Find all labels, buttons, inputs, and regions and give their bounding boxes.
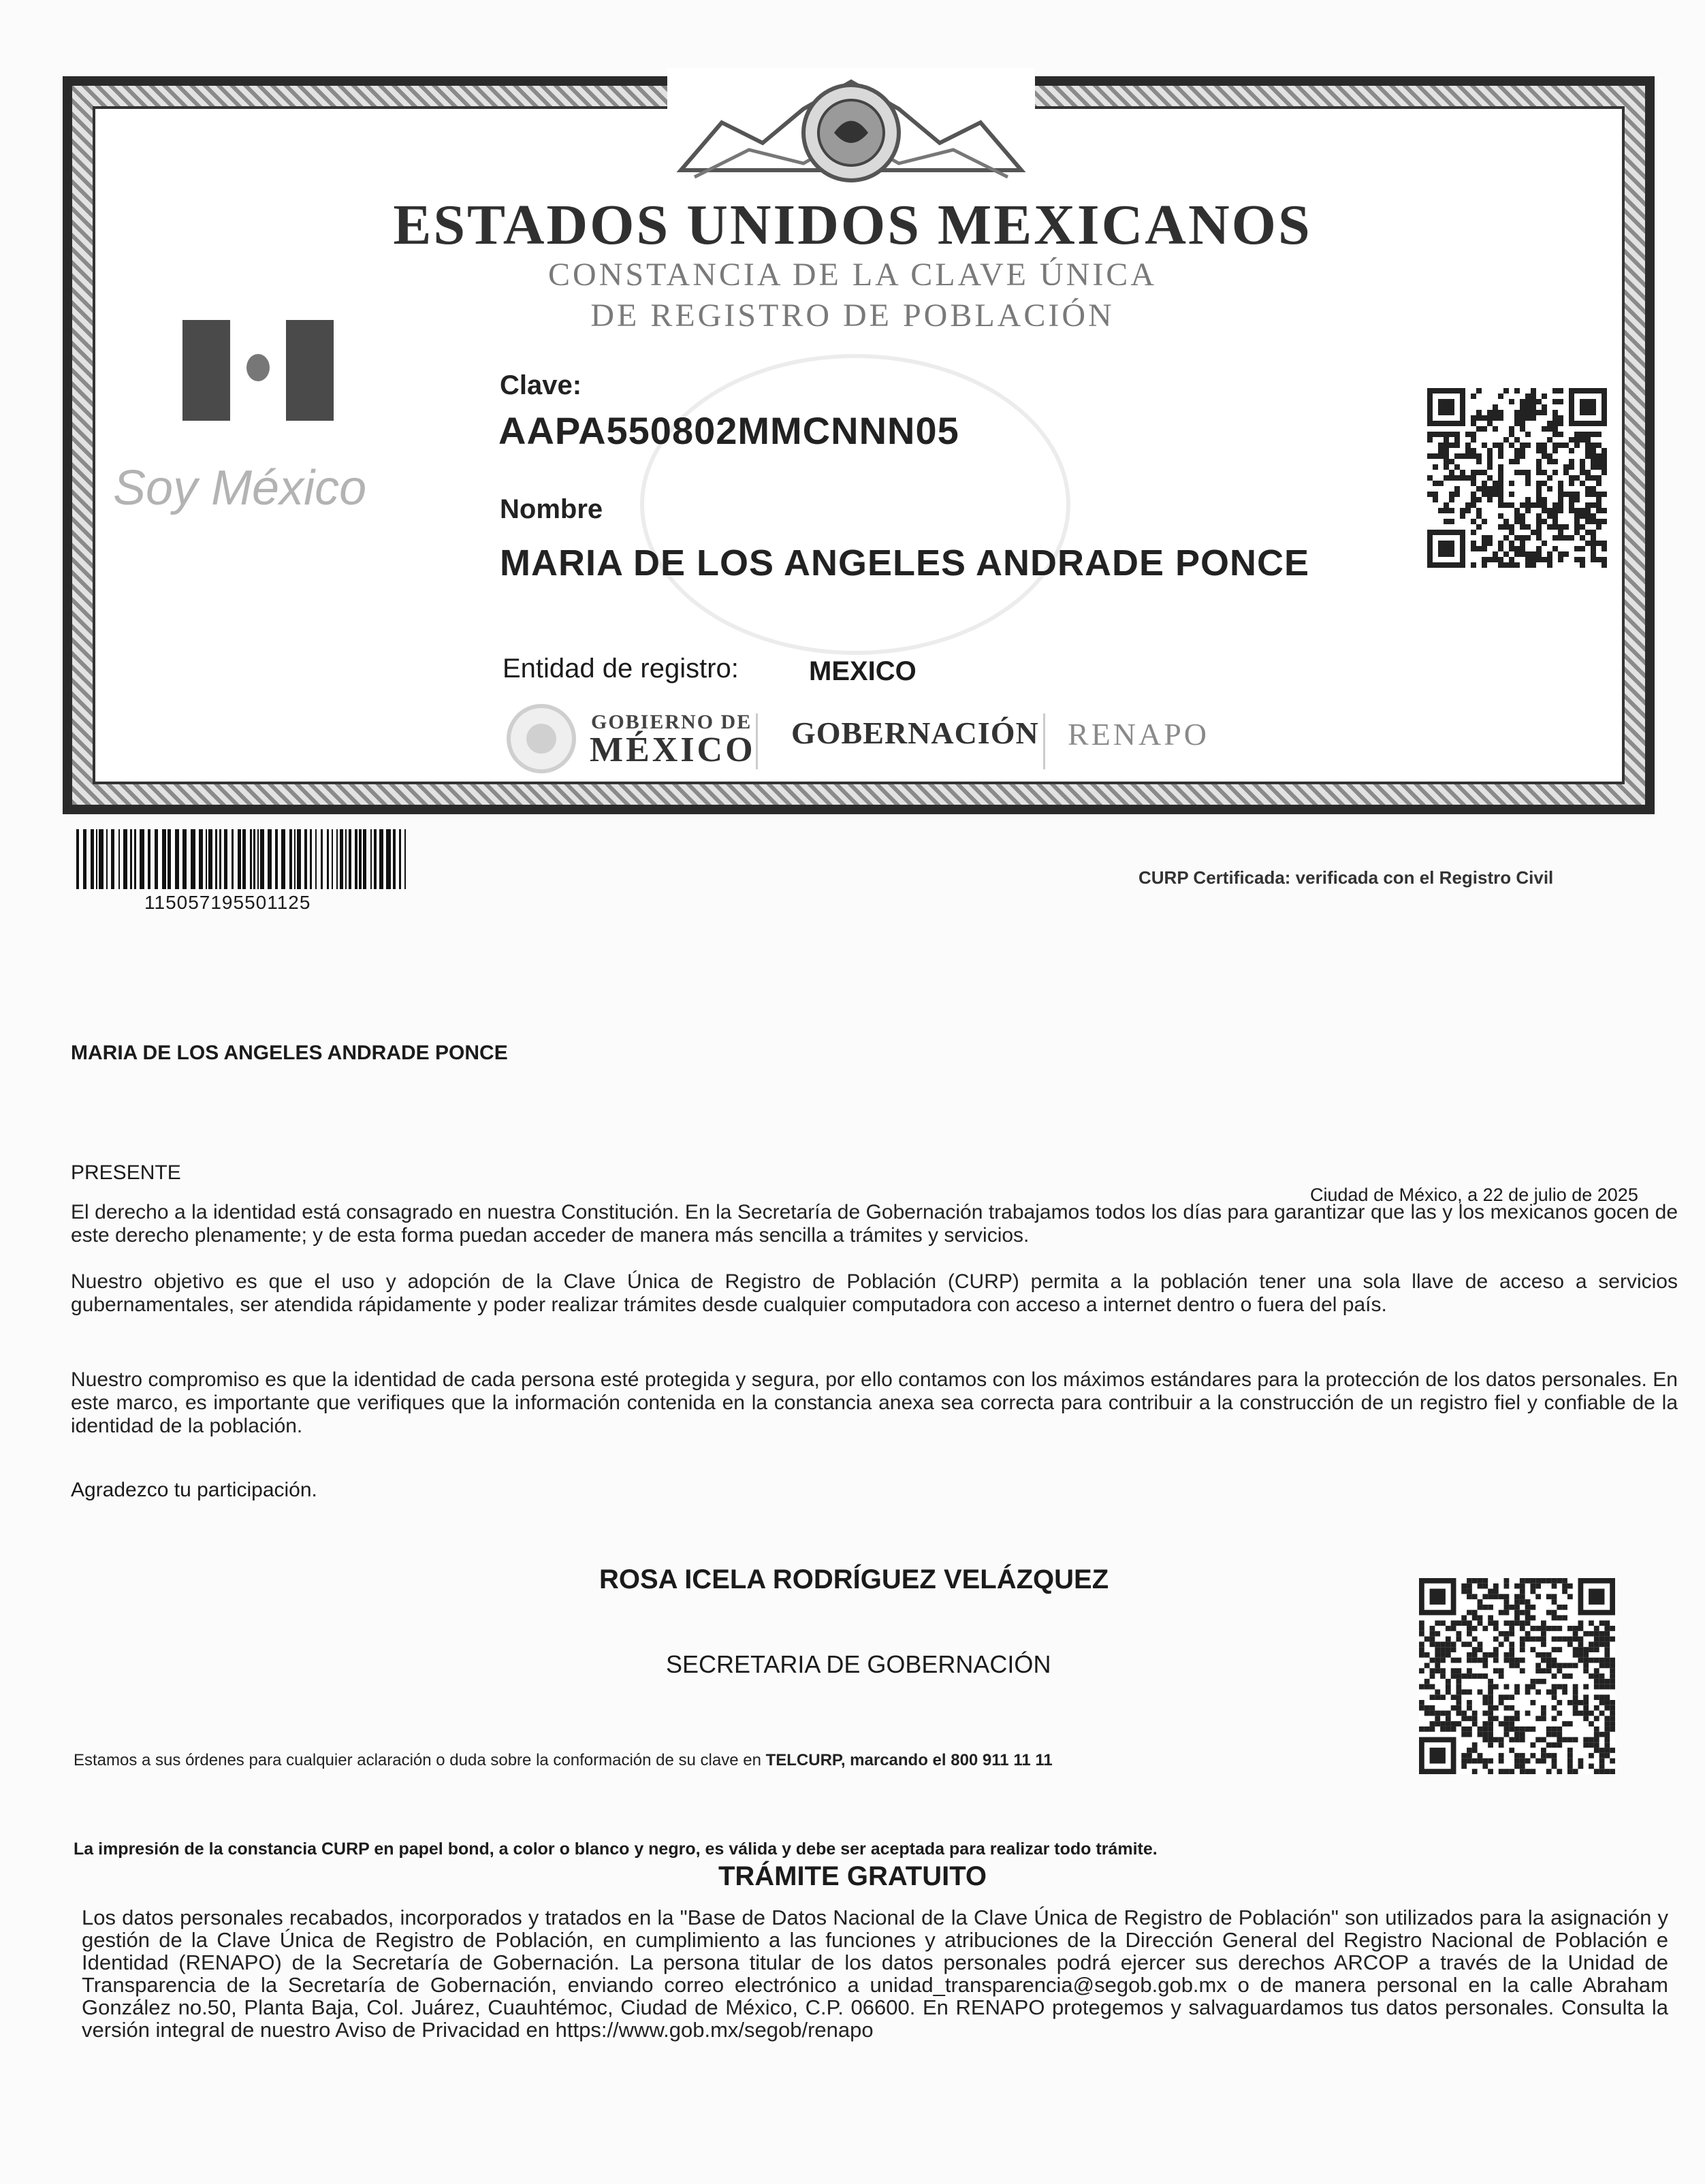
thanks-line: Agradezco tu participación. xyxy=(71,1479,317,1501)
telcurp-note: Estamos a sus órdenes para cualquier aclaración o duda sobre la conformación de su clave en TELCURP, marcando el 800 911 11 11 xyxy=(74,1751,1053,1769)
qr-code-letter xyxy=(1419,1578,1615,1774)
letter-paragraph-2: Nuestro objetivo es que el uso y adopción de la Clave Única de Registro de Población (CURP) permita a la población tener una sola llave de acceso a servicios gubernamentales, ser atendida rápidamente y poder realizar trámites desde cualquier computadora con acceso a internet dentro o fuera del país. xyxy=(71,1270,1678,1316)
entidad-label: Entidad de registro: xyxy=(503,654,739,684)
qr-code-certificate xyxy=(1427,388,1607,568)
logo-gobierno-line2: MÉXICO xyxy=(590,730,756,769)
logo-renapo: RENAPO xyxy=(1068,717,1210,752)
signer-name: ROSA ICELA RODRÍGUEZ VELÁZQUEZ xyxy=(599,1564,1109,1594)
nombre-value: MARIA DE LOS ANGELES ANDRADE PONCE xyxy=(500,543,1310,583)
certified-note: CURP Certificada: verificada con el Registro Civil xyxy=(1138,867,1554,888)
barcode xyxy=(76,829,406,889)
certificate-title: ESTADOS UNIDOS MEXICANOS xyxy=(393,193,1312,257)
logo-gobernacion: GOBERNACIÓN xyxy=(791,716,1039,750)
privacy-notice: Los datos personales recabados, incorporados y tratados en la "Base de Datos Nacional de la Clave Única de Registro de Población" son utilizados para la asignación y gestión de la Clave Única de Registro de Población, en cumplimiento a las funciones y atribuciones de la Dirección General del Registro Nacional de Población e Identidad (RENAPO) de la Secretaría de Gobernación. La persona titular de los datos personales podrá ejercer sus derechos ARCOP a través de la Unidad de Transparencia de la Secretaría de Gobernación, enviando correo electrónico a unidad_transparencia@segob.gob.mx o de manera personal en la calle Abraham González no.50, Planta Baja, Col. Juárez, Cuauhtémoc, Ciudad de México, C.P. 06600. En RENAPO protegemos y salvaguardamos tus datos personales. Consulta la versión integral de nuestro Aviso de Privacidad en https://www.gob.mx/segob/renapo xyxy=(82,1906,1668,2042)
entidad-value: MEXICO xyxy=(809,656,917,686)
presente-label: PRESENTE xyxy=(71,1161,181,1184)
letter-paragraph-3: Nuestro compromiso es que la identidad de cada persona esté protegida y segura, por ello contamos con los máximos estándares para la protección de los datos personales. En este marco, es importante que verifiques que la información contenida en la constancia anexa sea correcta para contribuir a la construcción de un registro fiel y confiable de la identidad de la población. xyxy=(71,1368,1678,1437)
logo-gobierno-line1: GOBIERNO DE xyxy=(591,711,752,733)
barcode-number: 115057195501125 xyxy=(144,892,311,913)
clave-label: Clave: xyxy=(500,370,582,400)
recipient-name: MARIA DE LOS ANGELES ANDRADE PONCE xyxy=(71,1042,508,1064)
validity-note: La impresión de la constancia CURP en papel bond, a color o blanco y negro, es válida y debe ser aceptada para realizar todo trámite. xyxy=(74,1840,1158,1859)
soy-mexico-brand: Soy México xyxy=(113,461,367,515)
signer-title: SECRETARIA DE GOBERNACIÓN xyxy=(666,1650,1051,1678)
logo-divider xyxy=(756,713,758,769)
watermark-seal xyxy=(640,354,1070,655)
flag-icon xyxy=(182,320,334,421)
coat-of-arms-crest xyxy=(667,68,1035,191)
letter-paragraph-1: El derecho a la identidad está consagrado en nuestra Constitución. En la Secretaría de Gobernación trabajamos todos los días para garantizar que las y los mexicanos gocen de este derecho plenamente; y de esta forma puedan acceder de manera más sencilla a trámites y servicios. xyxy=(71,1201,1678,1247)
certificate-subtitle-1: CONSTANCIA DE LA CLAVE ÚNICA xyxy=(548,257,1157,293)
nombre-label: Nombre xyxy=(500,494,603,524)
government-seal-icon xyxy=(504,701,579,776)
logo-divider-2 xyxy=(1043,713,1045,769)
date-line: Ciudad de México, a 22 de julio de 2025 xyxy=(1310,1185,1638,1205)
clave-value: AAPA550802MMCNNN05 xyxy=(498,409,959,452)
certificate-subtitle-2: DE REGISTRO DE POBLACIÓN xyxy=(590,298,1115,334)
free-label: TRÁMITE GRATUITO xyxy=(718,1861,987,1891)
